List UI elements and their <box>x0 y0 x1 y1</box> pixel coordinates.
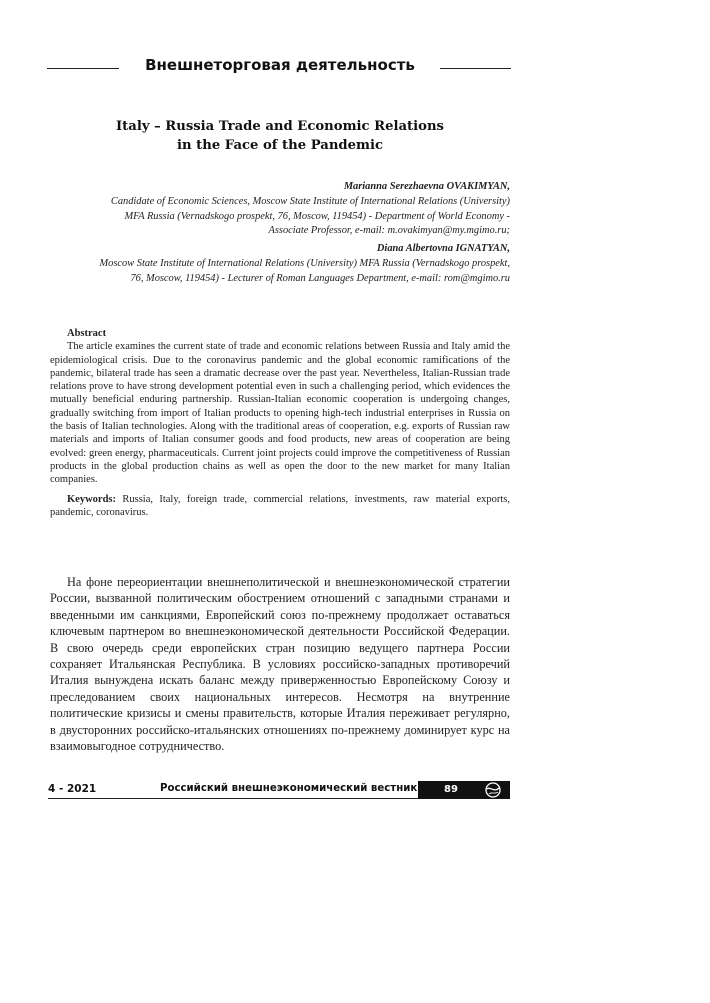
author-affiliation-line: MFA Russia (Vernadskogo prospekt, 76, Moscow, 119454) - Department of World Economy - <box>124 210 510 222</box>
footer-rule <box>48 798 458 799</box>
body-paragraph: На фоне переориентации внешнеполитической и внешнеэкономической стратегии России, вызванной политическим обострением отношений с западными странами и введенными им санкциями, Европейский союз по-прежнему продолжает оставаться ключевым партнером во внешнеэкономической деятельности Российской Федерации. В свою очередь среди европейских стран позицию ведущего партнера России сохраняет Итальянская Республика. В условиях российско-западных противоречий Италия вынуждена искать баланс между приверженностью Европейскому Союзу и преследованием своих национальных интересов. Несмотря на внутренние политические кризисы и смены правительств, которые Италия переживает регулярно, в двусторонних российско-итальянских отношениях по-прежнему доминирует курс на взаимовыгодное сотрудничество. <box>50 575 510 754</box>
page-number: 89 <box>444 784 458 795</box>
article-title <box>100 117 460 155</box>
abstract-text: The article examines the current state of trade and economic relations between Russia and Italy amid the epidemiological crisis. Due to the coronavirus pandemic and the global economic ramifications of the pandemic, bilateral trade has seen a dramatic decrease over the past year. Nevertheless, Italian-Russian trade relations prove to have strong development potential even in such a challenging period, which evidences the mutually beneficial enduring partnership. Russian-Italian economic cooperation is undergoing changes, gradually switching from import of Italian products to opening high-tech industrial enterprises in Russia on the basis of Italian technologies. Along with the traditional areas of cooperation, e.g. exports of Russian raw materials and imports of Italian consumer goods and food products, new areas of cooperation are being evolved: green energy, pharmaceuticals. Current joint projects could improve the competitiveness of Russian products in the global production chains as well as open the door to the new market for many Italian companies. <box>50 341 510 486</box>
author-affiliation-line: 76, Moscow, 119454) - Lecturer of Roman Languages Department, e-mail: rom@mgimo.ru <box>130 272 510 284</box>
author-affiliation-line: Candidate of Economic Sciences, Moscow State Institute of International Relations (University) <box>110 195 510 207</box>
header-rule-left <box>47 68 119 69</box>
abstract-label: Abstract <box>67 328 107 339</box>
keywords-label: Keywords: <box>67 493 116 505</box>
keywords-text: Russia, Italy, foreign trade, commercial relations, investments, raw material exports, pandemic, coronavirus. <box>50 493 511 518</box>
authors-block <box>50 180 510 287</box>
author-name: Marianna Serezhaevna OVAKIMYAN, <box>343 181 510 192</box>
author-affiliation-line: Associate Professor, e-mail: m.ovakimyan@my.mgimo.ru; <box>268 225 510 237</box>
footer-issue: 4 - 2021 <box>48 783 97 795</box>
article-title-line-2: in the Face of the Pandemic <box>176 138 384 153</box>
footer-journal-name: Российский внешнеэкономический вестник <box>160 783 418 794</box>
globe-logo-icon <box>485 782 501 798</box>
header-rule-right <box>440 68 511 69</box>
author-affiliation-line: Moscow State Institute of International Relations (University) MFA Russia (Vernadskogo prospekt, <box>99 257 510 269</box>
article-title-line-1: Italy – Russia Trade and Economic Relations <box>116 119 444 134</box>
author-name: Diana Albertovna IGNATYAN, <box>376 243 510 255</box>
section-title: Внешнеторговая деятельность <box>145 56 415 74</box>
abstract-block <box>50 327 510 519</box>
keywords <box>50 493 510 520</box>
